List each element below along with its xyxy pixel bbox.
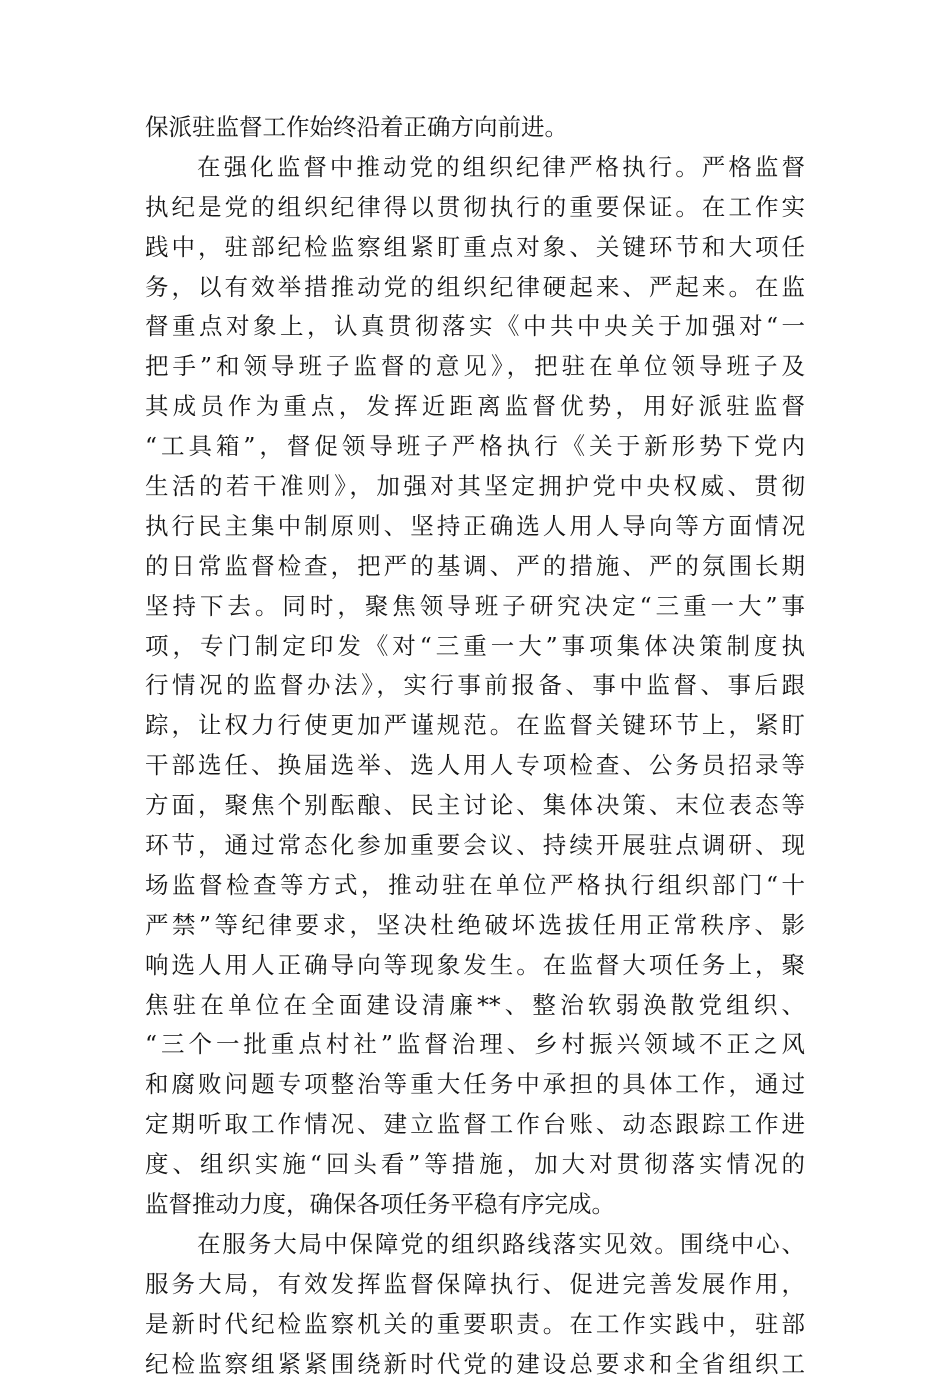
paragraph-first-line: 在强化监督中推动党的组织纪律严格执行。严格监督: [197, 152, 805, 181]
text-line: 服务大局，有效发挥监督保障执行、促进完善发展作用，: [145, 1269, 805, 1298]
text-line: 环节，通过常态化参加重要会议、持续开展驻点调研、现: [145, 831, 805, 860]
text-line: 定期听取工作情况、建立监督工作台账、动态跟踪工作进: [145, 1110, 805, 1139]
text-line: 督重点对象上，认真贯彻落实《中共中央关于加强对“一: [145, 312, 805, 341]
text-line: 执行民主集中制原则、坚持正确选人用人导向等方面情况: [145, 511, 805, 540]
text-line: 项，专门制定印发《对“三重一大”事项集体决策制度执: [145, 631, 805, 660]
text-line: “三个一批重点村社”监督治理、乡村振兴领域不正之风: [145, 1030, 805, 1059]
text-line: 生活的若干准则》，加强对其坚定拥护党中央权威、贯彻: [145, 472, 805, 501]
text-line: 其成员作为重点，发挥近距离监督优势，用好派驻监督: [145, 392, 805, 421]
text-line: 严禁”等纪律要求，坚决杜绝破坏选拔任用正常秩序、影: [145, 910, 805, 939]
text-line: 响选人用人正确导向等现象发生。在监督大项任务上，聚: [145, 950, 805, 979]
text-line: “工具箱”，督促领导班子严格执行《关于新形势下党内: [145, 432, 805, 461]
text-line: 监督推动力度，确保各项任务平稳有序完成。: [145, 1190, 615, 1219]
text-line: 踪，让权力行使更加严谨规范。在监督关键环节上，紧盯: [145, 711, 805, 740]
text-line: 的日常监督检查，把严的基调、严的措施、严的氛围长期: [145, 551, 805, 580]
text-line: 焦驻在单位在全面建设清廉**、整治软弱涣散党组织、: [145, 990, 805, 1019]
text-line: 践中，驻部纪检监察组紧盯重点对象、关键环节和大项任: [145, 232, 805, 261]
text-line: 务，以有效举措推动党的组织纪律硬起来、严起来。在监: [145, 272, 805, 301]
text-line: 纪检监察组紧紧围绕新时代党的建设总要求和全省组织工: [145, 1349, 805, 1378]
paragraph-first-line: 在服务大局中保障党的组织路线落实见效。围绕中心、: [197, 1229, 805, 1258]
text-line: 行情况的监督办法》，实行事前报备、事中监督、事后跟: [145, 671, 805, 700]
text-line: 把手”和领导班子监督的意见》，把驻在单位领导班子及: [145, 352, 805, 381]
text-line: 执纪是党的组织纪律得以贯彻执行的重要保证。在工作实: [145, 192, 805, 221]
text-line: 和腐败问题专项整治等重大任务中承担的具体工作，通过: [145, 1070, 805, 1099]
text-line: 场监督检查等方式，推动驻在单位严格执行组织部门“十: [145, 870, 805, 899]
text-line: 保派驻监督工作始终沿着正确方向前进。: [145, 113, 568, 141]
document-body: [145, 108, 805, 1385]
text-line: 坚持下去。同时，聚焦领导班子研究决定“三重一大”事: [145, 591, 805, 620]
text-line: 是新时代纪检监察机关的重要职责。在工作实践中，驻部: [145, 1309, 805, 1338]
text-line: 度、组织实施“回头看”等措施，加大对贯彻落实情况的: [145, 1150, 805, 1179]
text-line: 方面，聚焦个别酝酿、民主讨论、集体决策、末位表态等: [145, 791, 805, 820]
text-line: 干部选任、换届选举、选人用人专项检查、公务员招录等: [145, 751, 805, 780]
